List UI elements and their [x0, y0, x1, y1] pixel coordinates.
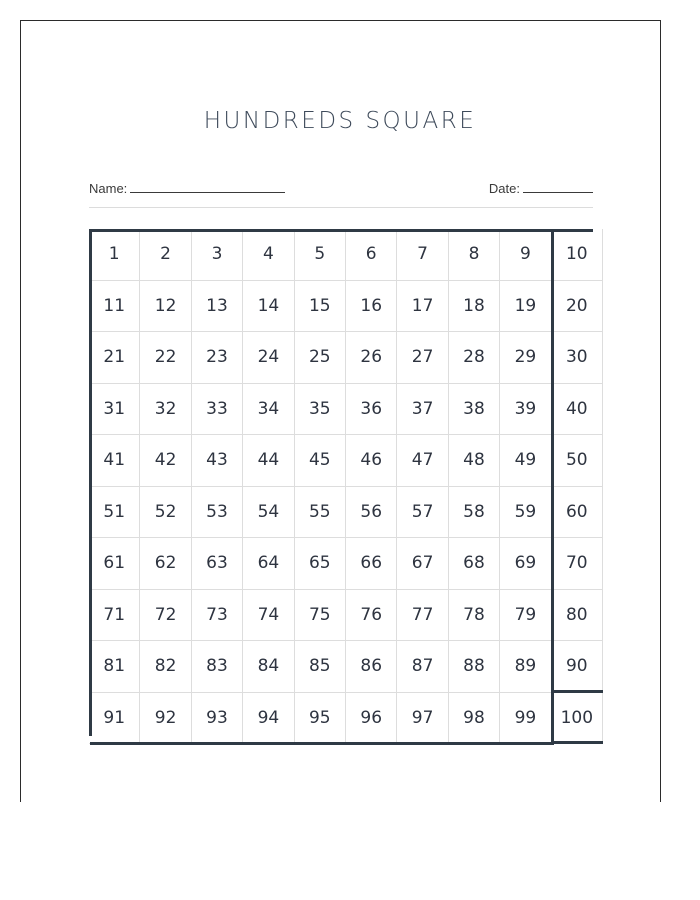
grid-cell: 49: [500, 435, 551, 487]
grid-cell: 96: [346, 693, 397, 745]
grid-cell: 2: [140, 229, 191, 281]
grid-cell: 88: [449, 641, 500, 693]
name-blank-line[interactable]: [130, 180, 285, 193]
grid-cell: 1: [89, 229, 140, 281]
grid-cell: 85: [295, 641, 346, 693]
grid-left-border: [89, 229, 92, 736]
grid-cell: 22: [140, 332, 191, 384]
grid-cell: 93: [192, 693, 243, 745]
grid-cell: 66: [346, 538, 397, 590]
grid-cell: 70: [552, 538, 603, 590]
grid-cell: 10: [552, 229, 603, 281]
grid-cell: 75: [295, 590, 346, 642]
grid-cell: 43: [192, 435, 243, 487]
grid-cell: 99: [500, 693, 551, 745]
grid-cell: 9: [500, 229, 551, 281]
grid-cell: 82: [140, 641, 191, 693]
grid-cell: 80: [552, 590, 603, 642]
grid-cell: 56: [346, 487, 397, 539]
grid-cell: 17: [397, 281, 448, 333]
grid-cell: 4: [243, 229, 294, 281]
grid-cell: 29: [500, 332, 551, 384]
grid-tens-separator: [551, 229, 554, 745]
grid-cell: 6: [346, 229, 397, 281]
grid-cell: 14: [243, 281, 294, 333]
hundred-cell-bottom-border: [552, 741, 603, 744]
grid-cell: 94: [243, 693, 294, 745]
name-field[interactable]: [89, 180, 285, 196]
grid-cell: 60: [552, 487, 603, 539]
grid-cell: 72: [140, 590, 191, 642]
grid-cell: 97: [397, 693, 448, 745]
grid-cell: 63: [192, 538, 243, 590]
grid-cell: 54: [243, 487, 294, 539]
grid-cell: 68: [449, 538, 500, 590]
grid-cell: 74: [243, 590, 294, 642]
grid-cell: 55: [295, 487, 346, 539]
grid-cell: 78: [449, 590, 500, 642]
grid-cell: 35: [295, 384, 346, 436]
header-divider: [89, 207, 593, 208]
grid-cell: 37: [397, 384, 448, 436]
grid-cell: 87: [397, 641, 448, 693]
grid-cell: 16: [346, 281, 397, 333]
grid-cell: 57: [397, 487, 448, 539]
grid-cell: 58: [449, 487, 500, 539]
grid-bottom-border: [90, 742, 553, 745]
grid-cell: 45: [295, 435, 346, 487]
grid-cell: 21: [89, 332, 140, 384]
grid-cell: 26: [346, 332, 397, 384]
grid-cell: 23: [192, 332, 243, 384]
grid-cell: 18: [449, 281, 500, 333]
grid-cell: 84: [243, 641, 294, 693]
hundreds-grid: [89, 229, 603, 744]
grid-cell: 86: [346, 641, 397, 693]
grid-cell: 27: [397, 332, 448, 384]
grid-cell: 53: [192, 487, 243, 539]
grid-cell: 59: [500, 487, 551, 539]
grid-cell: 91: [89, 693, 140, 745]
grid-cell: 30: [552, 332, 603, 384]
grid-cell: 47: [397, 435, 448, 487]
grid-cell: 44: [243, 435, 294, 487]
grid-cell: 19: [500, 281, 551, 333]
grid-cell: 11: [89, 281, 140, 333]
grid-cell: 50: [552, 435, 603, 487]
grid-cell: 15: [295, 281, 346, 333]
grid-cell: 77: [397, 590, 448, 642]
grid-cell: 81: [89, 641, 140, 693]
grid-cell: 48: [449, 435, 500, 487]
grid-cell: 40: [552, 384, 603, 436]
grid-cell: 98: [449, 693, 500, 745]
grid-cell: 76: [346, 590, 397, 642]
grid-cell: 3: [192, 229, 243, 281]
grid-cell: 62: [140, 538, 191, 590]
grid-cell: 100: [552, 693, 603, 745]
grid-cell: 34: [243, 384, 294, 436]
grid-cell: 7: [397, 229, 448, 281]
grid-cell: 92: [140, 693, 191, 745]
grid-cell: 52: [140, 487, 191, 539]
grid-cell: 12: [140, 281, 191, 333]
grid-cell: 41: [89, 435, 140, 487]
grid-cell: 51: [89, 487, 140, 539]
grid-cell: 95: [295, 693, 346, 745]
grid-cell: 38: [449, 384, 500, 436]
grid-cell: 73: [192, 590, 243, 642]
grid-cell: 42: [140, 435, 191, 487]
grid-cell: 65: [295, 538, 346, 590]
date-blank-line[interactable]: [523, 180, 593, 193]
grid-cell: 25: [295, 332, 346, 384]
grid-cell: 31: [89, 384, 140, 436]
grid-cell: 32: [140, 384, 191, 436]
grid-cell: 67: [397, 538, 448, 590]
grid-cell: 28: [449, 332, 500, 384]
name-date-row: [89, 180, 593, 198]
grid-cell: 69: [500, 538, 551, 590]
grid-cell: 20: [552, 281, 603, 333]
page-title: HUNDREDS SQUARE: [203, 108, 477, 134]
grid-cell: 90: [552, 641, 603, 693]
grid-cell: 8: [449, 229, 500, 281]
date-label: Date:: [488, 181, 520, 196]
grid-cell: 89: [500, 641, 551, 693]
hundred-cell-top-border: [552, 690, 603, 693]
grid-cell: 33: [192, 384, 243, 436]
name-label: Name:: [89, 181, 128, 196]
grid-cell: 5: [295, 229, 346, 281]
grid-cell: 36: [346, 384, 397, 436]
grid-cell: 13: [192, 281, 243, 333]
grid-top-border: [89, 229, 593, 232]
grid-cell: 71: [89, 590, 140, 642]
grid-cell: 61: [89, 538, 140, 590]
grid-cell: 24: [243, 332, 294, 384]
grid-cell: 79: [500, 590, 551, 642]
date-field[interactable]: [489, 180, 593, 196]
grid-cell: 64: [243, 538, 294, 590]
grid-cell: 46: [346, 435, 397, 487]
grid-cell: 39: [500, 384, 551, 436]
grid-cell: 83: [192, 641, 243, 693]
